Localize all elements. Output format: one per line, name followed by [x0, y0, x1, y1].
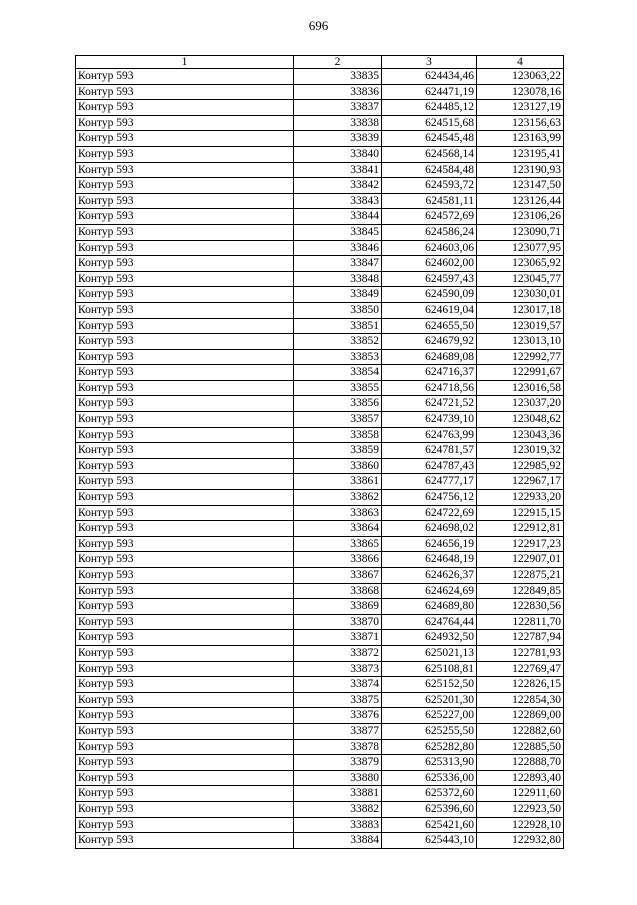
x-coordinate-cell: 624586,24 — [382, 224, 477, 240]
y-coordinate-cell: 122915,15 — [477, 505, 564, 521]
x-coordinate-cell: 625282,80 — [382, 739, 477, 755]
table-row — [76, 490, 564, 506]
y-coordinate-cell: 123147,50 — [477, 178, 564, 194]
y-coordinate-cell: 123013,10 — [477, 334, 564, 350]
contour-name-cell: Контур 593 — [76, 599, 294, 615]
x-coordinate-cell: 624434,46 — [382, 69, 477, 85]
table-row — [76, 427, 564, 443]
x-coordinate-cell: 624763,99 — [382, 427, 477, 443]
point-number-cell: 33865 — [294, 536, 382, 552]
x-coordinate-cell: 624545,48 — [382, 131, 477, 147]
x-coordinate-cell: 624716,37 — [382, 365, 477, 381]
point-number-cell: 33848 — [294, 271, 382, 287]
y-coordinate-cell: 122991,67 — [477, 365, 564, 381]
x-coordinate-cell: 624718,56 — [382, 380, 477, 396]
x-coordinate-cell: 624572,69 — [382, 209, 477, 225]
y-coordinate-cell: 123037,20 — [477, 396, 564, 412]
table-row — [76, 365, 564, 381]
contour-name-cell: Контур 593 — [76, 256, 294, 272]
point-number-cell: 33843 — [294, 193, 382, 209]
contour-name-cell: Контур 593 — [76, 162, 294, 178]
contour-name-cell: Контур 593 — [76, 723, 294, 739]
x-coordinate-cell: 624689,08 — [382, 349, 477, 365]
table-row — [76, 318, 564, 334]
y-coordinate-cell: 123016,58 — [477, 380, 564, 396]
y-coordinate-cell: 123077,95 — [477, 240, 564, 256]
contour-name-cell: Контур 593 — [76, 801, 294, 817]
point-number-cell: 33857 — [294, 412, 382, 428]
x-coordinate-cell: 624932,50 — [382, 630, 477, 646]
table-row — [76, 755, 564, 771]
column-header-4: 4 — [477, 56, 564, 69]
column-header-1: 1 — [76, 56, 294, 69]
y-coordinate-cell: 122830,56 — [477, 599, 564, 615]
point-number-cell: 33864 — [294, 521, 382, 537]
x-coordinate-cell: 624648,19 — [382, 552, 477, 568]
table-row — [76, 599, 564, 615]
table-row — [76, 833, 564, 849]
table-row — [76, 583, 564, 599]
point-number-cell: 33877 — [294, 723, 382, 739]
point-number-cell: 33876 — [294, 708, 382, 724]
x-coordinate-cell: 625443,10 — [382, 833, 477, 849]
x-coordinate-cell: 624655,50 — [382, 318, 477, 334]
contour-name-cell: Контур 593 — [76, 521, 294, 537]
y-coordinate-cell: 122811,70 — [477, 614, 564, 630]
y-coordinate-cell: 122917,23 — [477, 536, 564, 552]
contour-name-cell: Контур 593 — [76, 755, 294, 771]
table-row — [76, 271, 564, 287]
table-row — [76, 443, 564, 459]
point-number-cell: 33871 — [294, 630, 382, 646]
contour-name-cell: Контур 593 — [76, 115, 294, 131]
contour-name-cell: Контур 593 — [76, 817, 294, 833]
contour-name-cell: Контур 593 — [76, 334, 294, 350]
table-row — [76, 209, 564, 225]
y-coordinate-cell: 123190,93 — [477, 162, 564, 178]
table-row — [76, 302, 564, 318]
y-coordinate-cell: 122787,94 — [477, 630, 564, 646]
x-coordinate-cell: 624597,43 — [382, 271, 477, 287]
table-row — [76, 178, 564, 194]
y-coordinate-cell: 122869,00 — [477, 708, 564, 724]
x-coordinate-cell: 624626,37 — [382, 568, 477, 584]
table-row — [76, 630, 564, 646]
contour-name-cell: Контур 593 — [76, 396, 294, 412]
x-coordinate-cell: 625336,00 — [382, 770, 477, 786]
table-row — [76, 412, 564, 428]
point-number-cell: 33841 — [294, 162, 382, 178]
x-coordinate-cell: 625227,00 — [382, 708, 477, 724]
table-row — [76, 380, 564, 396]
point-number-cell: 33880 — [294, 770, 382, 786]
y-coordinate-cell: 122826,15 — [477, 677, 564, 693]
contour-name-cell: Контур 593 — [76, 770, 294, 786]
point-number-cell: 33872 — [294, 645, 382, 661]
x-coordinate-cell: 625313,90 — [382, 755, 477, 771]
point-number-cell: 33875 — [294, 692, 382, 708]
y-coordinate-cell: 122933,20 — [477, 490, 564, 506]
x-coordinate-cell: 624656,19 — [382, 536, 477, 552]
table-row — [76, 739, 564, 755]
table-row — [76, 396, 564, 412]
point-number-cell: 33856 — [294, 396, 382, 412]
table-row — [76, 708, 564, 724]
contour-name-cell: Контур 593 — [76, 271, 294, 287]
point-number-cell: 33861 — [294, 474, 382, 490]
table-row — [76, 458, 564, 474]
table-row — [76, 661, 564, 677]
point-number-cell: 33883 — [294, 817, 382, 833]
y-coordinate-cell: 123126,44 — [477, 193, 564, 209]
table-row — [76, 770, 564, 786]
contour-name-cell: Контур 593 — [76, 692, 294, 708]
y-coordinate-cell: 122928,10 — [477, 817, 564, 833]
y-coordinate-cell: 122882,60 — [477, 723, 564, 739]
contour-name-cell: Контур 593 — [76, 193, 294, 209]
contour-name-cell: Контур 593 — [76, 209, 294, 225]
table-row — [76, 131, 564, 147]
y-coordinate-cell: 123045,77 — [477, 271, 564, 287]
y-coordinate-cell: 122885,50 — [477, 739, 564, 755]
contour-name-cell: Контур 593 — [76, 69, 294, 85]
y-coordinate-cell: 122769,47 — [477, 661, 564, 677]
contour-name-cell: Контур 593 — [76, 708, 294, 724]
y-coordinate-cell: 123017,18 — [477, 302, 564, 318]
point-number-cell: 33840 — [294, 146, 382, 162]
y-coordinate-cell: 122992,77 — [477, 349, 564, 365]
table-row — [76, 84, 564, 100]
x-coordinate-cell: 624603,06 — [382, 240, 477, 256]
y-coordinate-cell: 122911,60 — [477, 786, 564, 802]
table-row — [76, 786, 564, 802]
y-coordinate-cell: 122893,40 — [477, 770, 564, 786]
contour-name-cell: Контур 593 — [76, 100, 294, 116]
contour-name-cell: Контур 593 — [76, 583, 294, 599]
point-number-cell: 33858 — [294, 427, 382, 443]
contour-name-cell: Контур 593 — [76, 427, 294, 443]
x-coordinate-cell: 624777,17 — [382, 474, 477, 490]
point-number-cell: 33860 — [294, 458, 382, 474]
x-coordinate-cell: 624722,69 — [382, 505, 477, 521]
contour-name-cell: Контур 593 — [76, 380, 294, 396]
table-row — [76, 677, 564, 693]
point-number-cell: 33866 — [294, 552, 382, 568]
point-number-cell: 33862 — [294, 490, 382, 506]
table-row — [76, 287, 564, 303]
x-coordinate-cell: 624619,04 — [382, 302, 477, 318]
y-coordinate-cell: 122923,50 — [477, 801, 564, 817]
y-coordinate-cell: 123063,22 — [477, 69, 564, 85]
table-row — [76, 801, 564, 817]
x-coordinate-cell: 624584,48 — [382, 162, 477, 178]
table-row — [76, 224, 564, 240]
y-coordinate-cell: 123127,19 — [477, 100, 564, 116]
table-row — [76, 256, 564, 272]
point-number-cell: 33851 — [294, 318, 382, 334]
table-row — [76, 521, 564, 537]
y-coordinate-cell: 123065,92 — [477, 256, 564, 272]
x-coordinate-cell: 624689,80 — [382, 599, 477, 615]
contour-name-cell: Контур 593 — [76, 146, 294, 162]
y-coordinate-cell: 122907,01 — [477, 552, 564, 568]
y-coordinate-cell: 122888,70 — [477, 755, 564, 771]
x-coordinate-cell: 624756,12 — [382, 490, 477, 506]
table-row — [76, 645, 564, 661]
table-row — [76, 162, 564, 178]
y-coordinate-cell: 123043,36 — [477, 427, 564, 443]
contour-name-cell: Контур 593 — [76, 302, 294, 318]
y-coordinate-cell: 123106,26 — [477, 209, 564, 225]
point-number-cell: 33855 — [294, 380, 382, 396]
point-number-cell: 33844 — [294, 209, 382, 225]
x-coordinate-cell: 624568,14 — [382, 146, 477, 162]
contour-name-cell: Контур 593 — [76, 178, 294, 194]
table-row — [76, 536, 564, 552]
y-coordinate-cell: 122912,81 — [477, 521, 564, 537]
contour-name-cell: Контур 593 — [76, 318, 294, 334]
x-coordinate-cell: 624764,44 — [382, 614, 477, 630]
table-row — [76, 505, 564, 521]
point-number-cell: 33868 — [294, 583, 382, 599]
point-number-cell: 33874 — [294, 677, 382, 693]
contour-name-cell: Контур 593 — [76, 240, 294, 256]
y-coordinate-cell: 122781,93 — [477, 645, 564, 661]
x-coordinate-cell: 624787,43 — [382, 458, 477, 474]
x-coordinate-cell: 625108,81 — [382, 661, 477, 677]
contour-name-cell: Контур 593 — [76, 614, 294, 630]
table-row — [76, 552, 564, 568]
table-row — [76, 146, 564, 162]
table-body — [76, 69, 564, 849]
contour-name-cell: Контур 593 — [76, 739, 294, 755]
table-row — [76, 69, 564, 85]
x-coordinate-cell: 624515,68 — [382, 115, 477, 131]
point-number-cell: 33882 — [294, 801, 382, 817]
contour-name-cell: Контур 593 — [76, 645, 294, 661]
x-coordinate-cell: 624721,52 — [382, 396, 477, 412]
point-number-cell: 33869 — [294, 599, 382, 615]
point-number-cell: 33842 — [294, 178, 382, 194]
table-row — [76, 100, 564, 116]
point-number-cell: 33884 — [294, 833, 382, 849]
point-number-cell: 33853 — [294, 349, 382, 365]
y-coordinate-cell: 123156,63 — [477, 115, 564, 131]
table-row — [76, 692, 564, 708]
contour-name-cell: Контур 593 — [76, 349, 294, 365]
x-coordinate-cell: 625372,60 — [382, 786, 477, 802]
contour-name-cell: Контур 593 — [76, 287, 294, 303]
x-coordinate-cell: 624590,09 — [382, 287, 477, 303]
x-coordinate-cell: 624602,00 — [382, 256, 477, 272]
x-coordinate-cell: 625021,13 — [382, 645, 477, 661]
x-coordinate-cell: 624781,57 — [382, 443, 477, 459]
y-coordinate-cell: 123090,71 — [477, 224, 564, 240]
y-coordinate-cell: 122932,80 — [477, 833, 564, 849]
contour-name-cell: Контур 593 — [76, 131, 294, 147]
y-coordinate-cell: 123195,41 — [477, 146, 564, 162]
x-coordinate-cell: 624471,19 — [382, 84, 477, 100]
y-coordinate-cell: 122875,21 — [477, 568, 564, 584]
x-coordinate-cell: 624679,92 — [382, 334, 477, 350]
point-number-cell: 33849 — [294, 287, 382, 303]
point-number-cell: 33838 — [294, 115, 382, 131]
point-number-cell: 33836 — [294, 84, 382, 100]
point-number-cell: 33873 — [294, 661, 382, 677]
point-number-cell: 33835 — [294, 69, 382, 85]
point-number-cell: 33845 — [294, 224, 382, 240]
point-number-cell: 33859 — [294, 443, 382, 459]
contour-name-cell: Контур 593 — [76, 443, 294, 459]
table-row — [76, 817, 564, 833]
y-coordinate-cell: 123048,62 — [477, 412, 564, 428]
contour-name-cell: Контур 593 — [76, 630, 294, 646]
x-coordinate-cell: 624593,72 — [382, 178, 477, 194]
x-coordinate-cell: 625396,60 — [382, 801, 477, 817]
table-row — [76, 568, 564, 584]
contour-name-cell: Контур 593 — [76, 677, 294, 693]
point-number-cell: 33863 — [294, 505, 382, 521]
contour-name-cell: Контур 593 — [76, 365, 294, 381]
contour-name-cell: Контур 593 — [76, 568, 294, 584]
contour-name-cell: Контур 593 — [76, 833, 294, 849]
x-coordinate-cell: 625255,50 — [382, 723, 477, 739]
point-number-cell: 33839 — [294, 131, 382, 147]
point-number-cell: 33854 — [294, 365, 382, 381]
contour-name-cell: Контур 593 — [76, 661, 294, 677]
page-number: 696 — [308, 18, 329, 33]
table-row — [76, 240, 564, 256]
contour-name-cell: Контур 593 — [76, 536, 294, 552]
table-row — [76, 614, 564, 630]
x-coordinate-cell: 624485,12 — [382, 100, 477, 116]
table-row — [76, 193, 564, 209]
contour-name-cell: Контур 593 — [76, 84, 294, 100]
x-coordinate-cell: 624739,10 — [382, 412, 477, 428]
y-coordinate-cell: 122854,30 — [477, 692, 564, 708]
point-number-cell: 33850 — [294, 302, 382, 318]
point-number-cell: 33881 — [294, 786, 382, 802]
y-coordinate-cell: 123163,99 — [477, 131, 564, 147]
point-number-cell: 33879 — [294, 755, 382, 771]
y-coordinate-cell: 122967,17 — [477, 474, 564, 490]
y-coordinate-cell: 123019,32 — [477, 443, 564, 459]
table-row — [76, 349, 564, 365]
table-row — [76, 474, 564, 490]
point-number-cell: 33847 — [294, 256, 382, 272]
contour-name-cell: Контур 593 — [76, 552, 294, 568]
contour-name-cell: Контур 593 — [76, 505, 294, 521]
contour-name-cell: Контур 593 — [76, 490, 294, 506]
point-number-cell: 33867 — [294, 568, 382, 584]
y-coordinate-cell: 122985,92 — [477, 458, 564, 474]
point-number-cell: 33837 — [294, 100, 382, 116]
x-coordinate-cell: 624698,02 — [382, 521, 477, 537]
x-coordinate-cell: 624581,11 — [382, 193, 477, 209]
table-row — [76, 115, 564, 131]
y-coordinate-cell: 123030,01 — [477, 287, 564, 303]
y-coordinate-cell: 123019,57 — [477, 318, 564, 334]
contour-name-cell: Контур 593 — [76, 412, 294, 428]
point-number-cell: 33846 — [294, 240, 382, 256]
x-coordinate-cell: 625152,50 — [382, 677, 477, 693]
table-header-row — [76, 56, 564, 69]
table-row — [76, 334, 564, 350]
contour-name-cell: Контур 593 — [76, 786, 294, 802]
contour-name-cell: Контур 593 — [76, 458, 294, 474]
coordinates-table — [75, 55, 564, 849]
contour-name-cell: Контур 593 — [76, 474, 294, 490]
y-coordinate-cell: 123078,16 — [477, 84, 564, 100]
point-number-cell: 33852 — [294, 334, 382, 350]
point-number-cell: 33878 — [294, 739, 382, 755]
x-coordinate-cell: 625201,30 — [382, 692, 477, 708]
contour-name-cell: Контур 593 — [76, 224, 294, 240]
column-header-3: 3 — [382, 56, 477, 69]
y-coordinate-cell: 122849,85 — [477, 583, 564, 599]
table-row — [76, 723, 564, 739]
x-coordinate-cell: 625421,60 — [382, 817, 477, 833]
point-number-cell: 33870 — [294, 614, 382, 630]
x-coordinate-cell: 624624,69 — [382, 583, 477, 599]
column-header-2: 2 — [294, 56, 382, 69]
